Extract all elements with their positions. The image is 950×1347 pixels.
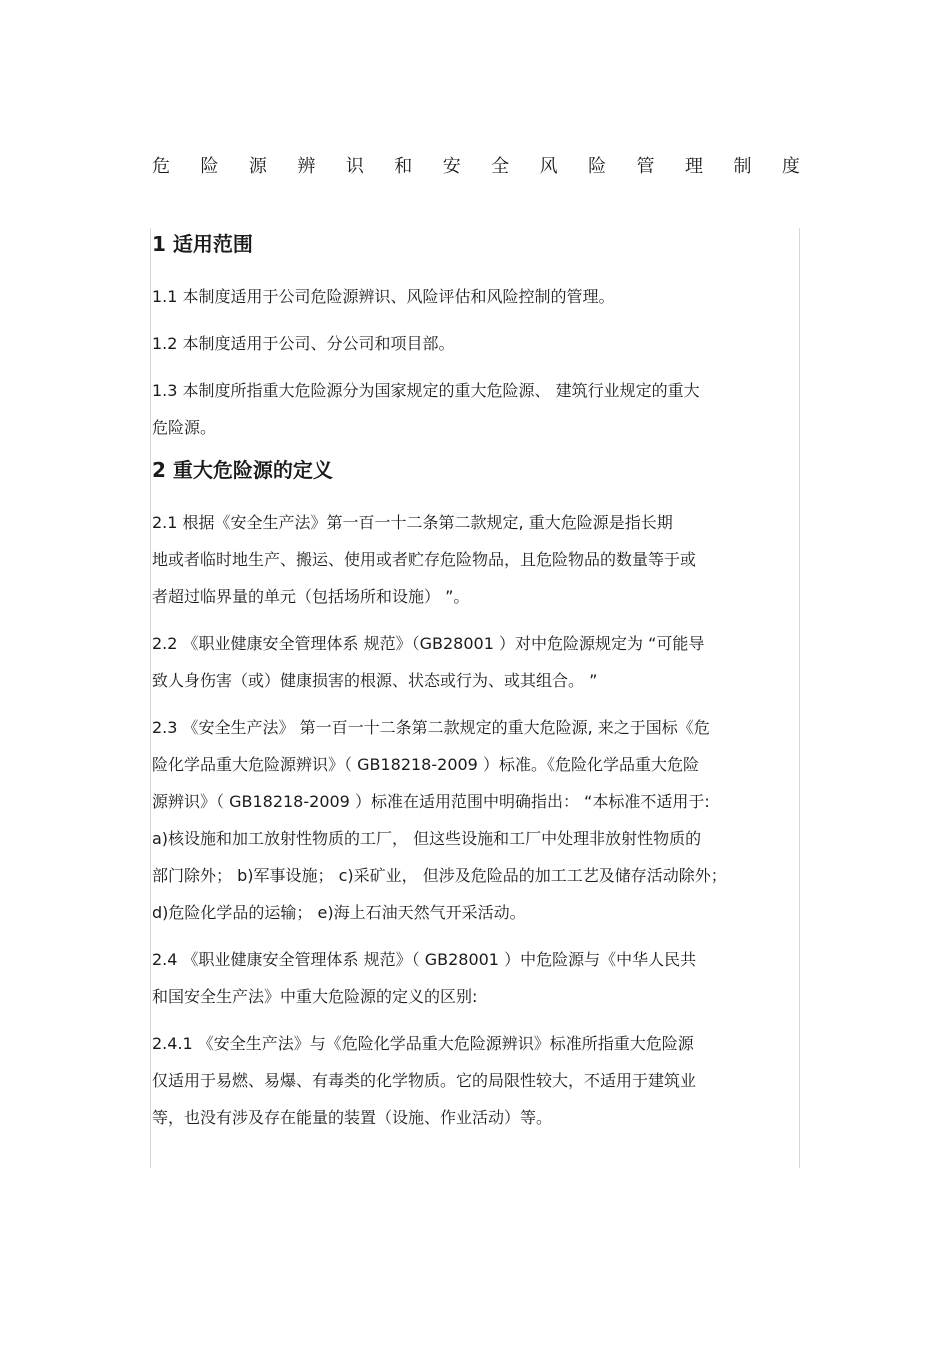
title-char: 风 [539,156,558,177]
paragraph-1-3 [152,372,797,446]
paragraph-line: 地或者临时地生产、搬运、使用或者贮存危险物品，且危险物品的数量等于或 [152,550,697,569]
paragraph-2-1 [152,504,797,615]
paragraph-line: 和国安全生产法》中重大危险源的定义的区别: [152,987,478,1006]
paragraph-2-4-1 [152,1025,797,1136]
section-heading-1: 1 适用范围 [152,232,253,256]
paragraph-line: 2.3 《安全生产法》 第一百一十二条第二款规定的重大危险源, 来之于国标《危 [152,718,710,737]
paragraph-1-1: 1.1 本制度适用于公司危险源辨识、风险评估和风险控制的管理。 [152,287,615,306]
title-char: 险 [588,156,607,177]
paragraph-line: 2.4 《职业健康安全管理体系 规范》（ GB28001 ）中危险源与《中华人民共 [152,950,697,969]
paragraph-line: 1.3 本制度所指重大危险源分为国家规定的重大危险源、 建筑行业规定的重大 [152,381,700,400]
title-char: 全 [491,156,510,177]
paragraph-line: 源辨识》（ GB18218-2009 ）标准在适用范围中明确指出： “本标准不适用于: [152,792,710,811]
paragraph-line: 仅适用于易燃、易爆、有毒类的化学物质。它的局限性较大，不适用于建筑业 [152,1071,697,1090]
paragraph-line: 2.1 根据《安全生产法》第一百一十二条第二款规定, 重大危险源是指长期 [152,513,673,532]
paragraph-line: 致人身伤害（或）健康损害的根源、状态或行为、或其组合。 ” [152,671,598,690]
paragraph-line: 等，也没有涉及存在能量的装置（设施、作业活动）等。 [152,1108,553,1127]
section-heading-2: 2 重大危险源的定义 [152,458,333,482]
title-char: 和 [394,156,413,177]
title-char: 管 [636,156,655,177]
document-body [152,228,797,1136]
title-char: 制 [733,156,752,177]
paragraph-line: a)核设施和加工放射性物质的工厂， 但这些设施和工厂中处理非放射性物质的 [152,829,702,848]
title-char: 度 [781,156,800,177]
paragraph-2-3 [152,709,797,931]
paragraph-line: 险化学品重大危险源辨识》（ GB18218-2009 ）标准。《危险化学品重大危险 [152,755,699,774]
paragraph-line: 者超过临界量的单元（包括场所和设施） ”。 [152,587,470,606]
title-char: 识 [345,156,364,177]
title-char: 理 [684,156,703,177]
title-char: 险 [200,156,219,177]
right-border-line [799,228,800,1168]
title-char: 危 [152,156,170,177]
paragraph-line: 危险源。 [152,418,217,437]
title-char: 安 [442,156,461,177]
paragraph-line: d)危险化学品的运输； e)海上石油天然气开采活动。 [152,903,526,922]
title-char: 源 [248,156,267,177]
title-char: 辨 [297,156,316,177]
paragraph-1-2: 1.2 本制度适用于公司、分公司和项目部。 [152,334,455,353]
paragraph-line: 部门除外； b)军事设施； c)采矿业， 但涉及危险品的加工工艺及储存活动除外； [152,866,727,885]
left-border-line [150,228,151,1168]
paragraph-2-4 [152,941,797,1015]
paragraph-2-2 [152,625,797,699]
document-title [152,152,800,182]
paragraph-line: 2.4.1 《安全生产法》与《危险化学品重大危险源辨识》标准所指重大危险源 [152,1034,694,1053]
paragraph-line: 2.2 《职业健康安全管理体系 规范》（GB28001 ）对中危险源规定为 “可能导 [152,634,705,653]
